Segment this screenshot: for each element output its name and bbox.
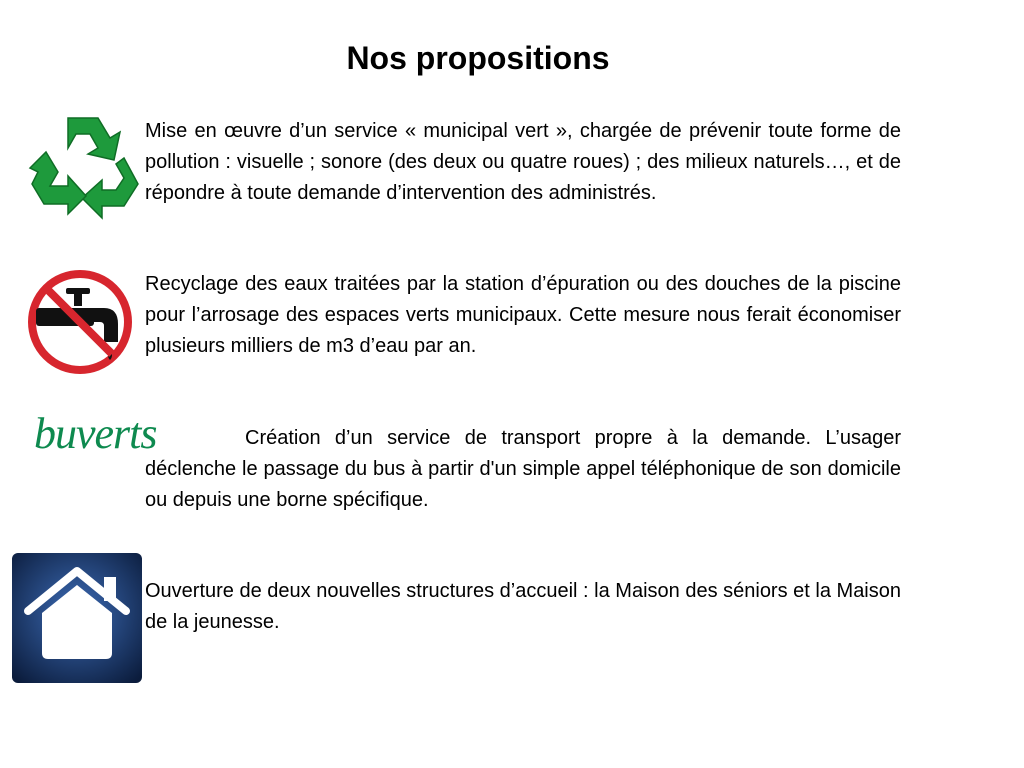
home-icon	[12, 553, 142, 683]
busverts-logo: buverts	[34, 409, 157, 458]
page-title: Nos propositions	[346, 40, 610, 76]
proposal-text-3: Création d’un service de transport propre à la demande. L’usager déclenche le passage du bus à partir d'un simple appel téléphonique de son domicile ou depuis une borne spécifique.	[145, 427, 901, 511]
proposal-text-1: Mise en œuvre d’un service « municipal vert », chargée de prévenir toute forme de pollution : visuelle ; sonore (des deux ou quatre roues) ; des milieux naturels…, et de répondre à toute demande d’intervention des administrés.	[145, 120, 901, 204]
recycle-icon	[28, 110, 144, 222]
no-water-tap-icon	[26, 268, 134, 376]
proposal-text-2: Recyclage des eaux traitées par la station d’épuration ou des douches de la piscine pour l’arrosage des espaces verts municipaux. Cette mesure nous ferait économiser plusieurs milliers de m3 d’eau par an.	[145, 273, 901, 357]
proposal-text-4: Ouverture de deux nouvelles structures d’accueil : la Maison des séniors et la Maison de la jeunesse.	[145, 580, 901, 633]
